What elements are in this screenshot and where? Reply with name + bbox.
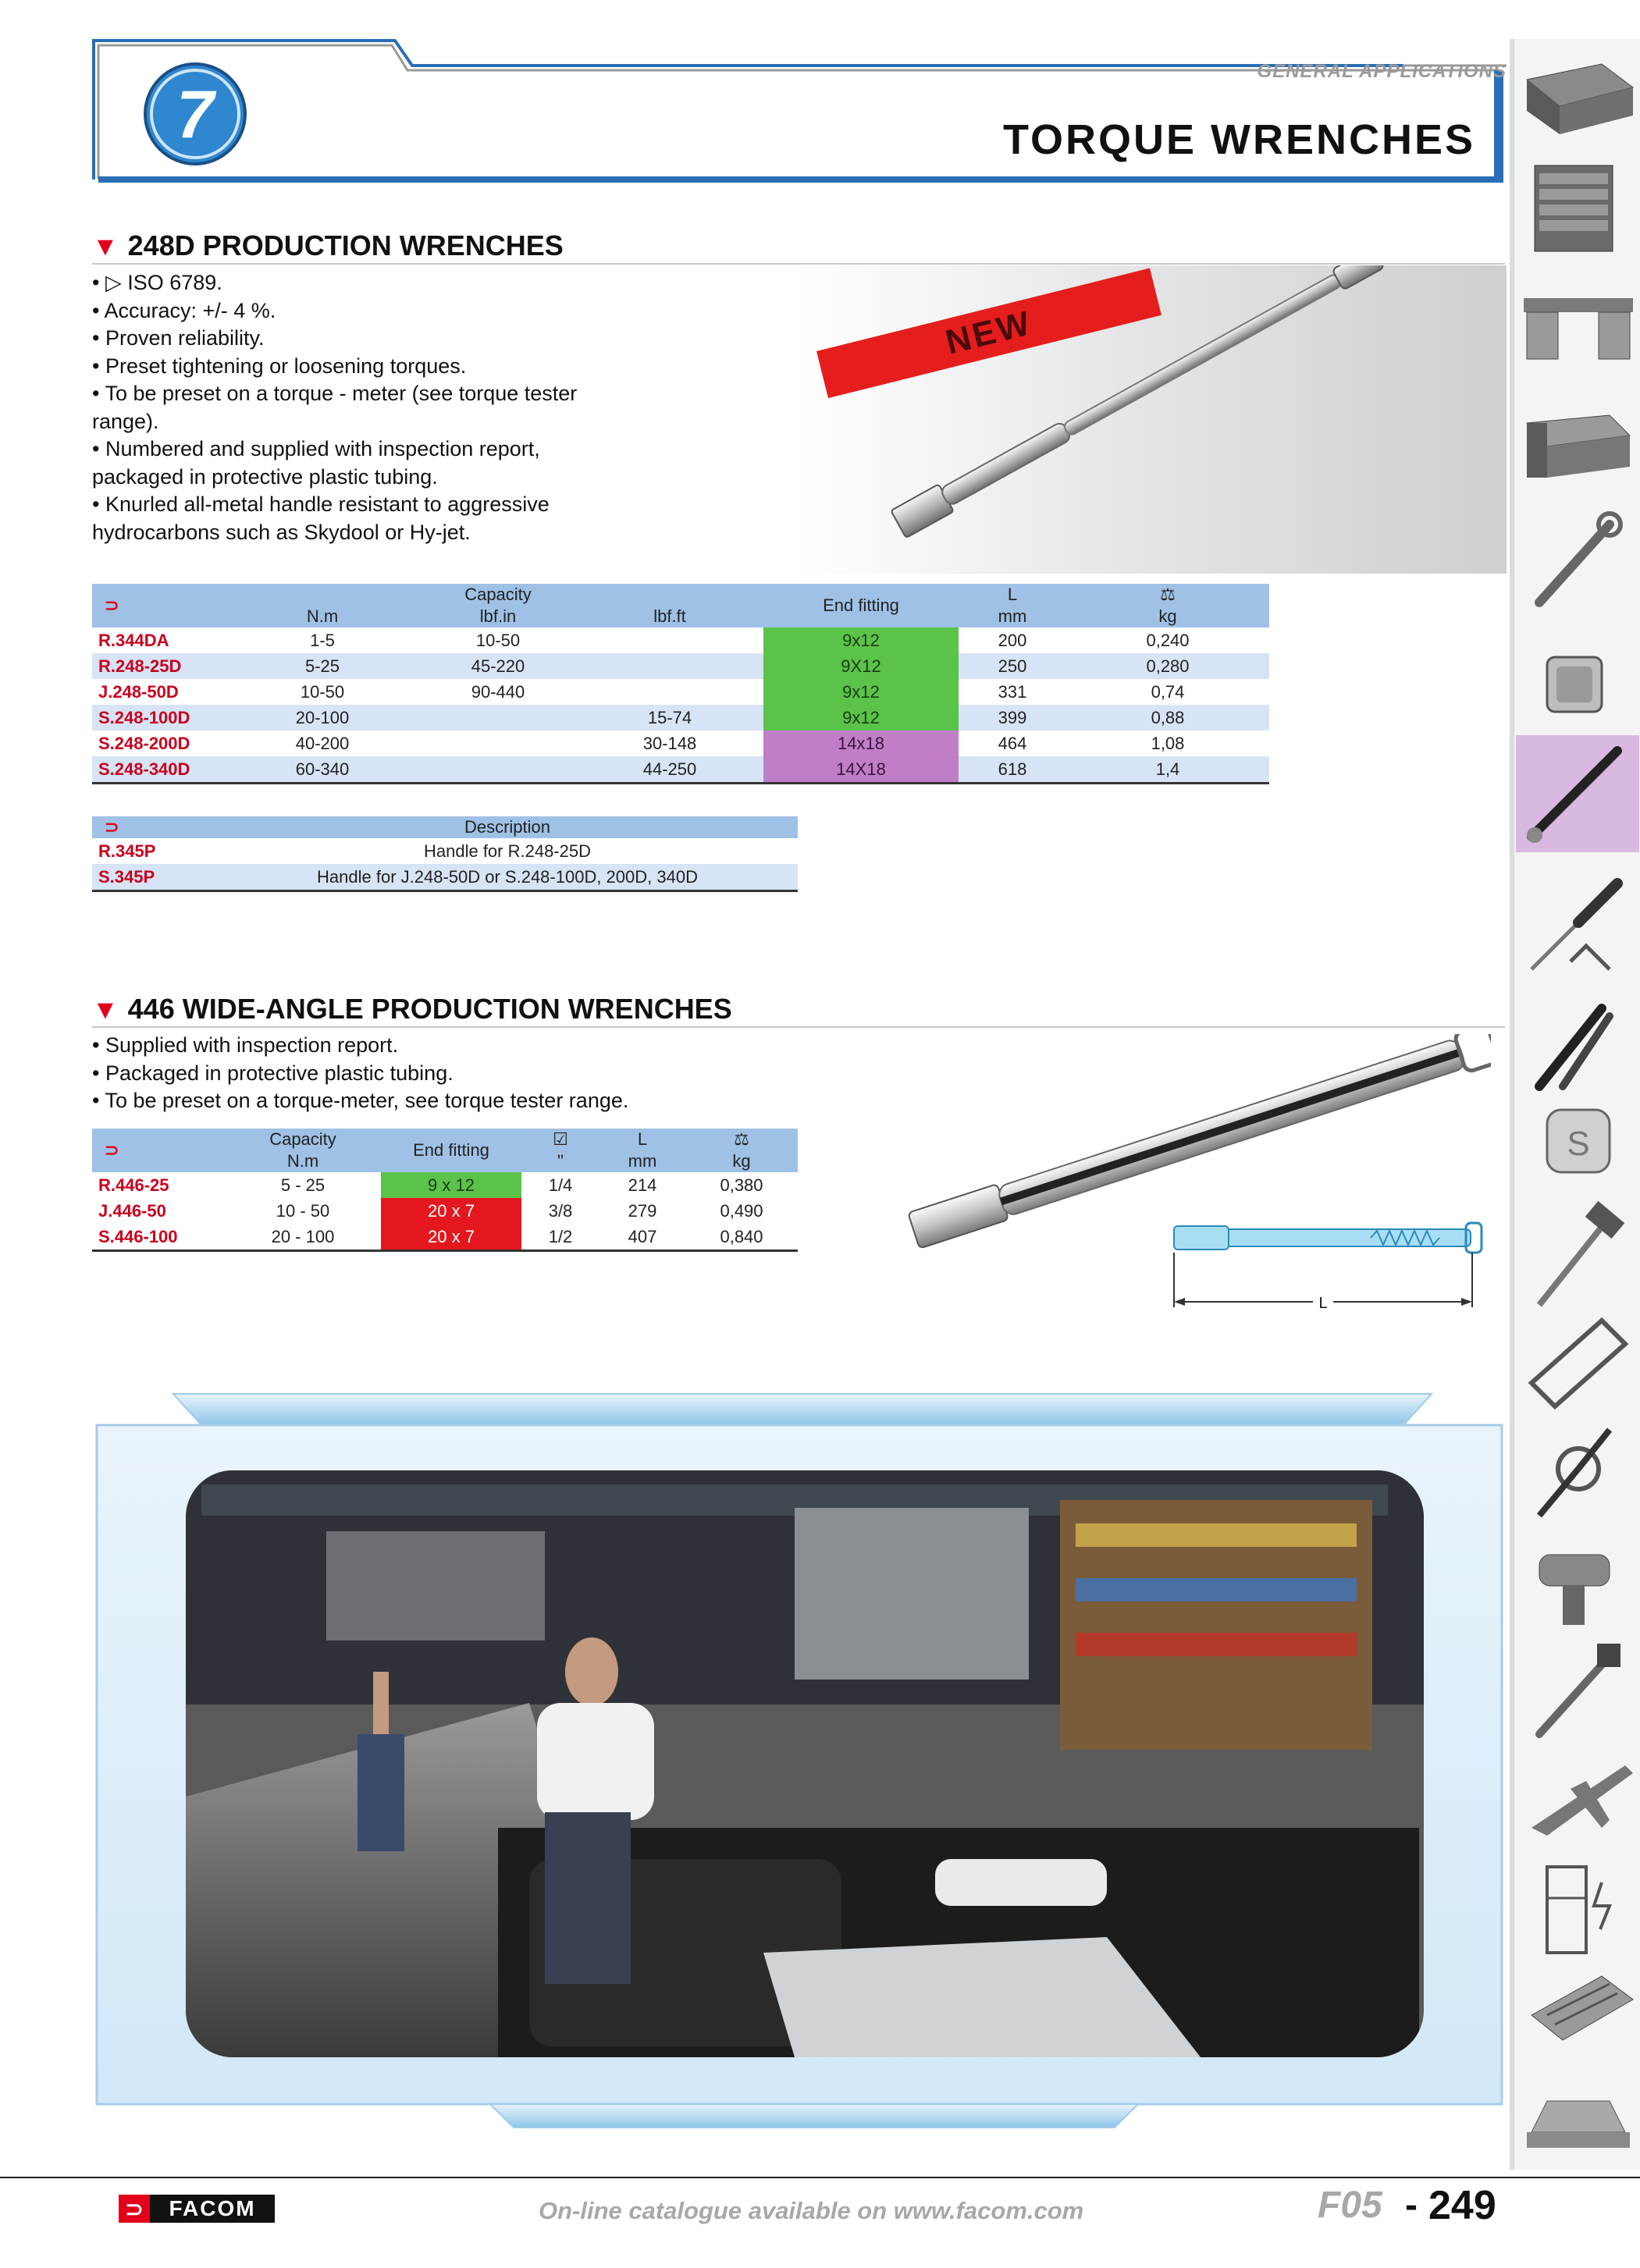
length-cell: 618 xyxy=(959,756,1066,784)
section-marker-icon: ▼ xyxy=(92,995,119,1025)
square-drive-cell: 1/4 xyxy=(548,1175,573,1195)
description-cell: Handle for R.248-25D xyxy=(423,841,591,861)
reference-cell: S.248-100D xyxy=(92,705,225,731)
facom-logo: ⊃ FACOM xyxy=(119,2195,275,2223)
bullet-line: hydrocarbons such as Skydool or Hy-jet. xyxy=(92,520,471,544)
page-number: 249 xyxy=(1428,2183,1496,2228)
impact-wrench-icon[interactable] xyxy=(1539,1555,1610,1625)
table-row xyxy=(92,705,1269,731)
description-header: Description xyxy=(217,816,798,838)
bullet-line: • ▷ ISO 6789. xyxy=(92,271,222,294)
end-fitting-header: End fitting xyxy=(763,584,959,627)
table-header-row xyxy=(92,584,1269,606)
table-row xyxy=(92,1198,798,1224)
torque-wrench-table xyxy=(92,584,1269,784)
length-cell: 250 xyxy=(959,653,1066,679)
chapter-number: 7 xyxy=(176,77,214,152)
wide-angle-table xyxy=(92,1129,798,1252)
section-label: GENERAL APPLICATIONS xyxy=(1257,61,1507,82)
kg-header: kg xyxy=(685,1150,798,1172)
pipe-wrench-icon[interactable] xyxy=(1539,1644,1620,1734)
spanner-icon[interactable] xyxy=(1539,514,1620,603)
torque-wrench-image xyxy=(796,265,1507,574)
bullet-line: • Proven reliability. xyxy=(92,326,265,350)
bullet-line: • Supplied with inspection report. xyxy=(92,1033,399,1057)
catalogue-nav-icons xyxy=(1516,48,1639,2156)
length-cell: 407 xyxy=(599,1224,685,1251)
screwdriver-icon[interactable] xyxy=(1531,883,1617,969)
description-cell: Handle for J.248-50D or S.248-100D, 200D, 340D xyxy=(217,864,798,891)
section1-title: 248D PRODUCTION WRENCHES xyxy=(127,229,564,261)
table-row xyxy=(92,679,1269,705)
lbfft-header: lbf.ft xyxy=(576,606,763,627)
capacity-header: Capacity xyxy=(225,1129,381,1150)
section2-title: 446 WIDE-ANGLE PRODUCTION WRENCHES xyxy=(127,993,732,1025)
footer-rule xyxy=(0,2177,1640,2178)
mm-header: mm xyxy=(959,606,1066,627)
square-drive-cell: 1/2 xyxy=(521,1224,599,1251)
table-header-row xyxy=(92,1129,798,1150)
facom-wordmark: FACOM xyxy=(150,2195,275,2223)
photo-block xyxy=(92,1391,1507,2140)
nm-cell: 10 - 50 xyxy=(276,1200,330,1221)
bullet-line: packaged in protective plastic tubing. xyxy=(92,464,438,489)
end-fitting-cell: 9x12 xyxy=(763,627,959,653)
mm-header: mm xyxy=(599,1150,685,1172)
automotive-icon[interactable] xyxy=(1527,2101,1630,2148)
bullet-line: • Knurled all-metal handle resistant to aggressive xyxy=(92,492,550,516)
length-cell: 214 xyxy=(628,1175,657,1195)
weight-cell: 1,4 xyxy=(1066,756,1269,784)
end-fitting-header: End fitting xyxy=(381,1129,521,1172)
end-fitting-cell: 9x12 xyxy=(763,679,959,705)
bullet-line: • Preset tightening or loosening torques. xyxy=(92,354,467,378)
svg-text:S: S xyxy=(1567,1125,1590,1163)
section2-heading xyxy=(92,993,732,1026)
reference-icon: ⊃ xyxy=(92,584,225,627)
table-row xyxy=(92,756,1269,784)
table-row xyxy=(92,1172,798,1198)
puller-icon[interactable] xyxy=(1539,1430,1610,1516)
weight-cell: 1,08 xyxy=(1151,733,1185,753)
nm-cell: 60-340 xyxy=(225,756,420,784)
footer-url-text: On-line catalogue available on www.facom.com xyxy=(539,2197,1084,2224)
table-row xyxy=(92,653,1269,679)
nm-cell: 20 - 100 xyxy=(225,1224,381,1251)
section2-bullets xyxy=(92,1032,628,1115)
bullet-line: • To be preset on a torque-meter, see torque tester range. xyxy=(92,1089,629,1112)
capacity-header: Capacity xyxy=(420,584,576,606)
new-badge-label: NEW xyxy=(941,304,1036,362)
length-cell: 200 xyxy=(998,630,1027,650)
section1-heading xyxy=(92,229,564,262)
nm-cell: 20-100 xyxy=(225,705,420,731)
end-fitting-cell: 14x18 xyxy=(763,731,959,756)
weight-cell: 0,74 xyxy=(1151,681,1185,702)
reference-cell: R.248-25D xyxy=(92,653,225,679)
weight-cell: 0,88 xyxy=(1066,705,1269,731)
reference-cell: R.446-25 xyxy=(98,1175,169,1195)
section2-rule xyxy=(92,1026,1505,1028)
section1-bullets xyxy=(92,269,577,546)
weight-cell: 0,840 xyxy=(685,1224,798,1251)
roller-cabinet-icon[interactable] xyxy=(1535,165,1613,251)
bullet-line: • Packaged in protective plastic tubing. xyxy=(92,1061,454,1085)
table-row xyxy=(92,731,1269,756)
lbfft-cell: 30-148 xyxy=(642,733,697,753)
hammer-icon[interactable] xyxy=(1539,1201,1624,1305)
nm-cell: 5-25 xyxy=(225,653,420,679)
lbfin-cell: 45-220 xyxy=(420,653,576,679)
scale-icon: ⚖ xyxy=(685,1129,798,1150)
length-cell: 331 xyxy=(998,681,1027,702)
bullet-line: • Accuracy: +/- 4 %. xyxy=(92,298,276,322)
page-title: TORQUE WRENCHES xyxy=(1002,116,1475,163)
lbfin-cell xyxy=(420,731,576,756)
bullet-line: • Numbered and supplied with inspection report, xyxy=(92,437,540,460)
reference-cell: R.344DA xyxy=(98,630,169,650)
square-drive-icon: ☑ xyxy=(521,1129,599,1150)
table-header-row xyxy=(92,816,798,838)
reference-cell: S.248-340D xyxy=(92,756,225,784)
page-code: F05 xyxy=(1318,2184,1382,2226)
workbench-icon[interactable] xyxy=(1527,64,1633,134)
nm-cell: 1-5 xyxy=(310,630,335,650)
dimension-label: L xyxy=(1318,1295,1328,1312)
hacksaw-icon[interactable] xyxy=(1531,1321,1625,1406)
nm-cell: 10-50 xyxy=(300,681,345,702)
table-row xyxy=(92,627,1269,653)
socket-icon[interactable] xyxy=(1547,657,1602,712)
end-fitting-cell: 20 x 7 xyxy=(381,1198,521,1224)
tool-box-icon[interactable] xyxy=(1527,415,1630,478)
end-fitting-cell: 9X12 xyxy=(763,653,959,679)
weight-cell: 0,380 xyxy=(720,1175,763,1195)
table-row xyxy=(92,864,798,891)
nm-cell: 40-200 xyxy=(295,733,350,753)
table-row xyxy=(92,838,798,864)
length-header: L xyxy=(959,584,1066,606)
reference-icon: ⊃ xyxy=(92,1129,225,1172)
kg-header: kg xyxy=(1066,606,1269,627)
length-header: L xyxy=(599,1129,685,1150)
handles-table xyxy=(92,816,798,892)
bullet-line: • To be preset on a torque - meter (see torque tester xyxy=(92,382,578,405)
dimension-diagram xyxy=(1168,1221,1488,1319)
section-marker-icon: ▼ xyxy=(92,232,119,261)
chapter-badge xyxy=(141,59,250,169)
tape-measure-icon[interactable] xyxy=(1547,1110,1610,1172)
inch-header: " xyxy=(521,1150,599,1172)
section1-rule xyxy=(92,263,1505,265)
lbfft-cell: 15-74 xyxy=(576,705,763,731)
page-dash: - xyxy=(1405,2184,1418,2226)
end-fitting-cell: 9 x 12 xyxy=(381,1172,521,1198)
square-drive-cell: 3/8 xyxy=(548,1200,573,1221)
table-units-row xyxy=(92,606,1269,627)
pliers-icon[interactable] xyxy=(1539,1008,1610,1086)
aircraft-icon[interactable] xyxy=(1531,1765,1633,1836)
lbfft-cell xyxy=(576,627,763,653)
nm-header: N.m xyxy=(225,1150,381,1172)
lbfin-header: lbf.in xyxy=(420,606,576,627)
reference-cell: S.345P xyxy=(92,864,217,891)
nm-cell: 5 - 25 xyxy=(280,1175,326,1195)
lbfft-cell xyxy=(576,679,763,705)
end-fitting-cell: 20 x 7 xyxy=(381,1224,521,1251)
reference-icon: ⊃ xyxy=(92,816,217,838)
table-row xyxy=(92,1224,798,1251)
end-fitting-cell: 14X18 xyxy=(763,756,959,784)
reference-cell: S.248-200D xyxy=(98,733,190,753)
weight-cell: 0,240 xyxy=(1146,630,1190,650)
scale-icon: ⚖ xyxy=(1066,584,1269,606)
reference-cell: J.248-50D xyxy=(98,681,179,702)
weight-cell: 0,490 xyxy=(720,1200,763,1221)
electrical-tools-icon[interactable] xyxy=(1547,1867,1610,1953)
end-fitting-cell: 9x12 xyxy=(763,705,959,731)
bullet-line: range). xyxy=(92,409,159,433)
lbfin-cell: 90-440 xyxy=(471,681,525,702)
reference-cell: J.446-50 xyxy=(98,1200,166,1221)
length-cell: 399 xyxy=(959,705,1066,731)
lbfft-cell: 44-250 xyxy=(576,756,763,784)
weight-cell: 0,280 xyxy=(1066,653,1269,679)
work-station-icon[interactable] xyxy=(1524,298,1633,359)
lbfin-cell: 10-50 xyxy=(475,630,521,650)
length-cell: 279 xyxy=(628,1200,657,1221)
lbfin-cell xyxy=(420,756,576,784)
lbfin-cell xyxy=(420,705,576,731)
length-cell: 464 xyxy=(998,733,1027,753)
reference-cell: S.446-100 xyxy=(92,1224,225,1251)
torque-wrench-icon[interactable] xyxy=(1516,735,1639,852)
nm-header: N.m xyxy=(225,606,420,627)
lbfft-cell xyxy=(576,653,763,679)
reference-cell: R.345P xyxy=(98,841,156,861)
tool-set-icon[interactable] xyxy=(1531,1976,1633,2040)
